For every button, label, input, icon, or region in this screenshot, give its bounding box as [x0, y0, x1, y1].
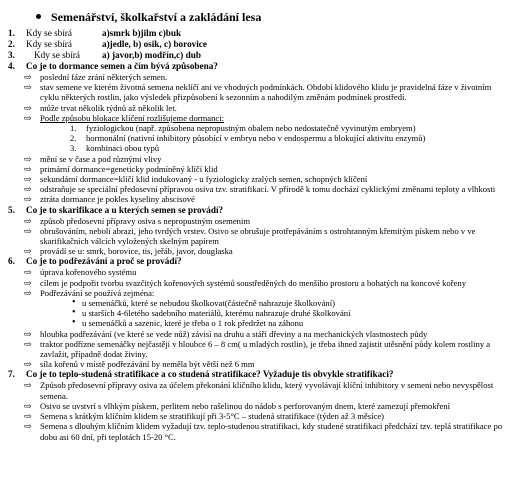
answer-text: stav semene ve kterém životná semena neklíčí ani ve vhodných podmínkách. Období klidového klidu je pravidelná fáze v životním cyklu některých rostlin, jako výsledek přizpůsobení k sezonním a nahodilým změnám podmínek prostředí.: [40, 82, 492, 103]
answer-text: síla kořenů v místě podřezávání by neměla být větší než 6 mm: [40, 359, 255, 370]
arrow-icon: ⇨: [24, 400, 32, 411]
arrow-icon: ⇨: [24, 225, 32, 236]
arrow-icon: ⇨: [24, 277, 32, 288]
answer-line: [8, 154, 507, 164]
arrow-icon: ⇨: [24, 153, 32, 164]
answer-line: [8, 278, 507, 288]
answer-text: ztráta dormance je pokles kyseliny abscisové: [40, 194, 195, 205]
arrow-icon: ⇨: [24, 215, 32, 226]
heading-text: Semenářství, školkařství a zakládání lesa: [51, 10, 262, 24]
question-number: 5.: [8, 204, 15, 215]
dot-text: u semenáčků, které se nebudou školkovat(částečně nahrazuje školkování): [82, 298, 335, 309]
question-title: Co je to teplo-studená stratifikace a co studená stratifikace? Vyžaduje tis obvykle stratifikaci?: [26, 369, 394, 380]
answer-text: obrušováním, neboli abrazi, jeho tvrdých vrstev. Osivo se obrušuje protřepáváním s ostrohranným křemitým pískem nebo v ve skarifikačních válcích vyložených skelným papírem: [40, 225, 476, 247]
answer-text: Osivo se uvstvrí s vlhkým pískem, perlitem nebo rašelinou do nádob s perforovaným dnem, které zamezují přemokření: [40, 400, 451, 411]
sub-number: 3.: [70, 143, 77, 154]
arrow-icon: ⇨: [24, 287, 32, 298]
answer-text: provádí se u: smrk, borovice, tis, jeřáb, javor, douglaska: [40, 246, 233, 257]
answer-text: Podle způsobu blokace klíčení rozlišujeme dormanci:: [40, 112, 224, 123]
answer-line: [8, 288, 507, 298]
answer-line: [8, 267, 507, 277]
dot-item: [8, 298, 507, 308]
answer-line: [8, 216, 507, 226]
dot-item: [8, 318, 507, 328]
answer-text: způsob předosevní přípravy osiva s nepropustným osemenim: [40, 215, 251, 226]
arrow-icon: ⇨: [24, 184, 32, 195]
answer-text: Podřezávání se používá zejména:: [40, 287, 155, 298]
question-title: Co je to dormance semen a čím bývá způsobena?: [26, 61, 218, 71]
question-number: 6.: [8, 256, 15, 267]
sub-number: 1.: [70, 123, 77, 134]
answer-line: [8, 103, 507, 113]
arrow-icon: ⇨: [24, 246, 32, 257]
question-3: [8, 50, 507, 61]
dot-item: [8, 308, 507, 318]
answer-text: může trvat několik týdnů až několik let.: [40, 102, 177, 113]
sub-text: fyziologickou (např. způsobena nepropustným obalem nebo nedostatečně vyvinutým embryem): [86, 123, 416, 134]
answer-line: [8, 184, 507, 194]
question-4-heading: [8, 61, 507, 72]
question-7-heading: [8, 369, 507, 380]
question-1: [8, 28, 507, 39]
answer-text: sekundární dormance=klíčí klid indukovaný - u fyziologicky zralých semen, schopných klíčení: [40, 174, 368, 185]
answer-text: primární dormance=geneticky podmíněný klíčí klid: [40, 163, 218, 174]
sub-item: [8, 143, 507, 153]
answer-line: [8, 82, 507, 102]
bullet-icon: •: [72, 297, 76, 309]
question-label: Kdy se sbírá: [26, 28, 72, 38]
arrow-icon: ⇨: [24, 112, 32, 123]
arrow-icon: ⇨: [24, 72, 32, 82]
arrow-icon: ⇨: [24, 328, 32, 339]
arrow-icon: ⇨: [24, 174, 32, 185]
sub-item: [8, 123, 507, 133]
answer-text: Způsob předosevní přípravy osiva za účelem překonání klíčního klidu, který vyvolávají klíční inhibitory v semeni nebo nevyspělost semena.: [40, 380, 494, 401]
answer-line: [8, 421, 507, 441]
answer-line: [8, 246, 507, 256]
sub-text: hormonální (nativní inhibitory působící v embryu nebo v endospermu a blokující aktivitu enzymů): [86, 133, 426, 144]
answer-line: [8, 339, 507, 359]
answer-text: Semena s krátkým klíčním klidem se stratifikují při 3-5°C – studená stratifikace (týden až 3 měsíce): [40, 411, 384, 422]
arrow-icon: ⇨: [24, 82, 32, 93]
bullet-icon: •: [72, 307, 76, 319]
dot-text: u starších 4-6letého sadebního materiálů, kterému nahrazuje druhé školkování: [82, 308, 351, 319]
arrow-icon: ⇨: [24, 102, 32, 113]
answer-line: [8, 359, 507, 369]
bullet-icon: [36, 14, 41, 19]
question-2: [8, 39, 507, 50]
question-number: 7.: [8, 369, 15, 380]
arrow-icon: ⇨: [24, 163, 32, 174]
question-number: 3.: [8, 50, 15, 60]
answer-line: [8, 164, 507, 174]
answer-text: Semena s dlouhým klíčním klidem vyžadují tzv. teplo-studenou stratifikaci, kdy studené stratifikaci předchází tzv. teplá stratifikace po dobu asi 60 dní, při teplotách 15-20 °C.: [40, 421, 503, 442]
question-title: Co je to skarifikace a u kterých semen se provádí?: [26, 204, 224, 215]
arrow-icon: ⇨: [24, 421, 32, 432]
question-number: 2.: [8, 39, 15, 49]
question-label: Kdy se sbírá: [34, 50, 80, 60]
question-label: Kdy se sbírá: [26, 39, 72, 49]
sub-text: kombinaci obou typů: [86, 143, 160, 154]
answer-text: traktor podřízne semenáčky nejčastěji v hloubce 6 – 8 cm( u mladých rostlin), je třeba ihned zajistit utěsnění půdy kolem rostliny a zavlažit, případně dodat živiny.: [40, 338, 491, 360]
question-number: 1.: [8, 28, 15, 38]
sub-item: [8, 133, 507, 143]
answer-line: [8, 226, 507, 246]
sub-number: 2.: [70, 133, 77, 144]
bullet-icon: •: [72, 317, 76, 329]
answer-line: [8, 174, 507, 184]
question-title: Co je to podřezávání a proč se provádí?: [26, 256, 182, 267]
question-value: a)smrk b)jilm c)buk: [102, 28, 182, 38]
answer-text: poslední fáze zrání některých semen.: [40, 72, 168, 82]
answer-text: mění se v čase a pod různými vlivy: [40, 153, 162, 164]
answer-text: hloubka podřezávání (ve které se vede nůž) závisí na druhu a stáří dřeviny a na mechanických vlastnostech půdy: [40, 328, 428, 339]
answer-line: [8, 329, 507, 339]
answer-text: odstraňuje se speciální předosevní přípravou osiva tzv. stratifikací. V přírodě k tomu dochází cyklickými změnami teploty a vlhkosti: [40, 184, 496, 195]
dot-text: u semenáčků a sazenic, které je třeba o 1 rok předržet na záhonu: [82, 318, 304, 329]
answer-line: [8, 411, 507, 421]
question-5-heading: [8, 205, 507, 216]
arrow-icon: ⇨: [24, 380, 32, 391]
answer-line: [8, 401, 507, 411]
arrow-icon: ⇨: [24, 411, 32, 422]
answer-line: [8, 380, 507, 400]
answer-line: [8, 194, 507, 204]
arrow-icon: ⇨: [24, 338, 32, 349]
question-value: a)jedle, b) osik, c) borovice: [102, 39, 207, 49]
question-6-heading: [8, 256, 507, 267]
answer-text: cílem je podpořit tvorbu svazčitých kořenových systémů soustředěných do menšího prostoru a bohatých na koncové kořeny: [40, 277, 467, 288]
arrow-icon: ⇨: [24, 359, 32, 370]
document-heading: [36, 10, 507, 25]
answer-line: [8, 72, 507, 82]
answer-line: [8, 113, 507, 123]
answer-text: úprava kořenového systému: [40, 267, 137, 278]
question-value: a) javor,b) modřín,c) dub: [102, 50, 201, 60]
question-number: 4.: [8, 61, 15, 71]
arrow-icon: ⇨: [24, 194, 32, 205]
arrow-icon: ⇨: [24, 267, 32, 278]
